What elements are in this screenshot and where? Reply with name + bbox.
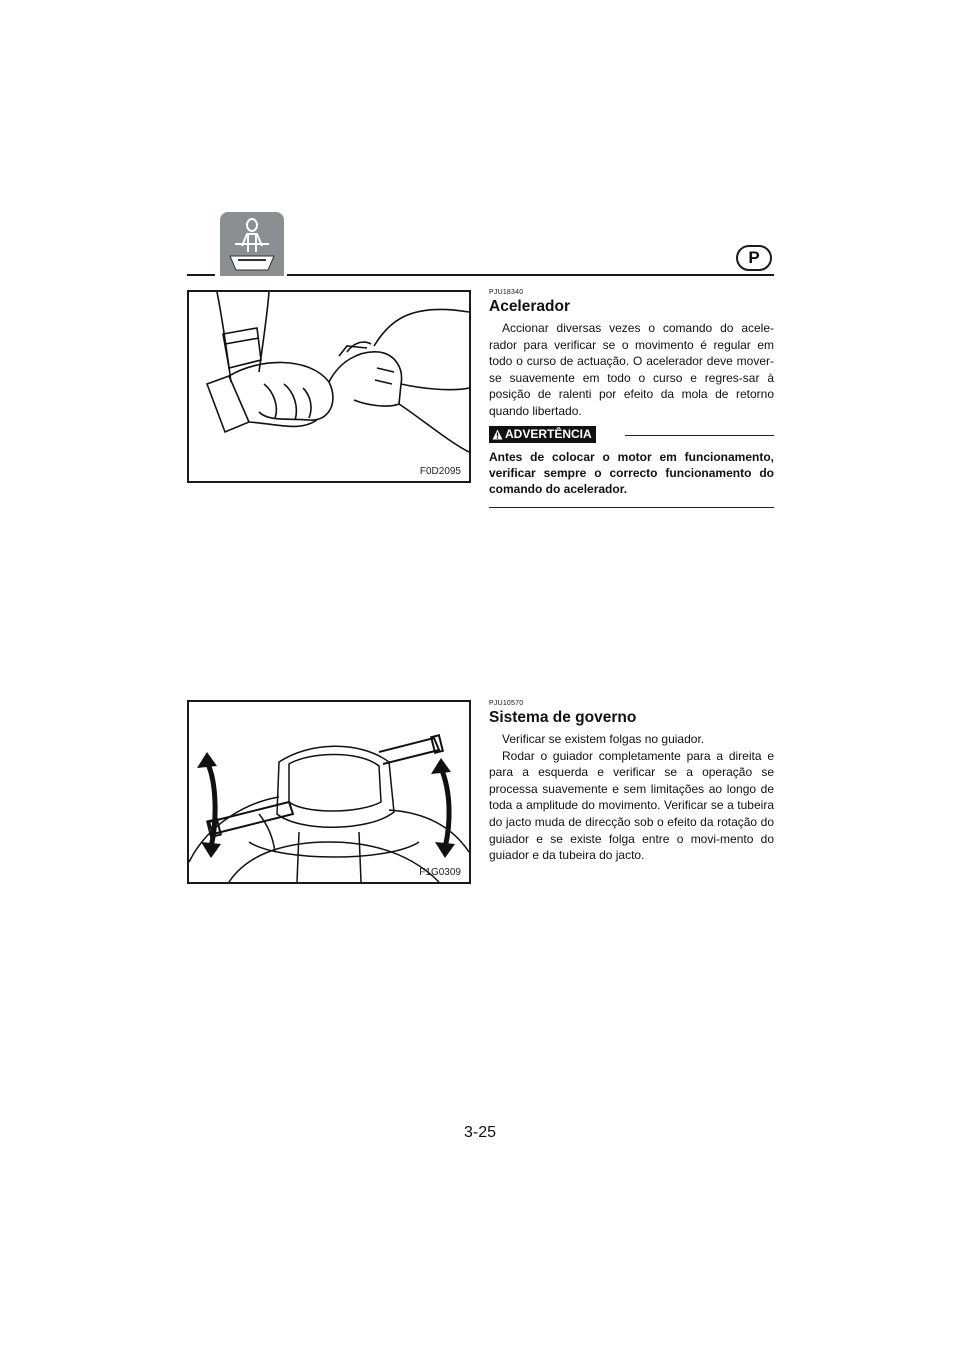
warning-label: ADVERTÊNCIA <box>505 426 592 441</box>
warning-bottom-rule <box>489 507 774 508</box>
section-ref: PJU18340 <box>489 289 524 296</box>
throttle-illustration <box>189 292 469 481</box>
page-number: 3-25 <box>463 1124 497 1141</box>
section-body-2: Rodar o guiador completamente para a direita e para a esquerda e verificar se a operação se processa suavemente e sem limitações ao longo de toda a amplitude do movimento. Verificar se a tubeira do jacto muda de direcção sob o efeito da rotação do guiador e se existe folga entre o movi-mento do guiador e da tubeira do jacto. <box>489 748 774 863</box>
warning-rule <box>625 435 774 436</box>
section-sistema-de-governo <box>489 700 774 864</box>
section-title: Sistema de governo <box>489 709 637 726</box>
figure-code: F1G0309 <box>419 867 461 878</box>
section-body-1: Verificar se existem folgas no guiador. <box>502 732 705 746</box>
warning-badge <box>489 426 596 443</box>
header-rule-left <box>187 274 215 276</box>
section-title: Acelerador <box>489 298 570 315</box>
section-body: Accionar diversas vezes o comando do acele-rador para verificar se o movimento é regular em todo o curso de actuação. O acelerador deve mover-se suavemente em todo o curso e regres-sar à posição de ralenti por efeito da mola de retorno quando libertado. <box>489 321 774 418</box>
warning-text: Antes de colocar o motor em funcionamento, verificar sempre o correcto funcionamento do comando do acelerador. <box>489 449 774 496</box>
section-ref: PJU10570 <box>489 700 524 707</box>
figure-code: F0D2095 <box>419 466 461 477</box>
warning-header <box>489 426 774 444</box>
header-rule-right <box>287 274 774 276</box>
throttle-figure <box>187 290 471 483</box>
steering-figure <box>187 700 471 884</box>
section-acelerador <box>489 289 774 508</box>
handlebar-illustration <box>189 702 469 882</box>
watercraft-rider-icon <box>220 212 284 276</box>
language-badge: P <box>736 245 772 271</box>
warning-triangle-icon <box>492 429 503 440</box>
